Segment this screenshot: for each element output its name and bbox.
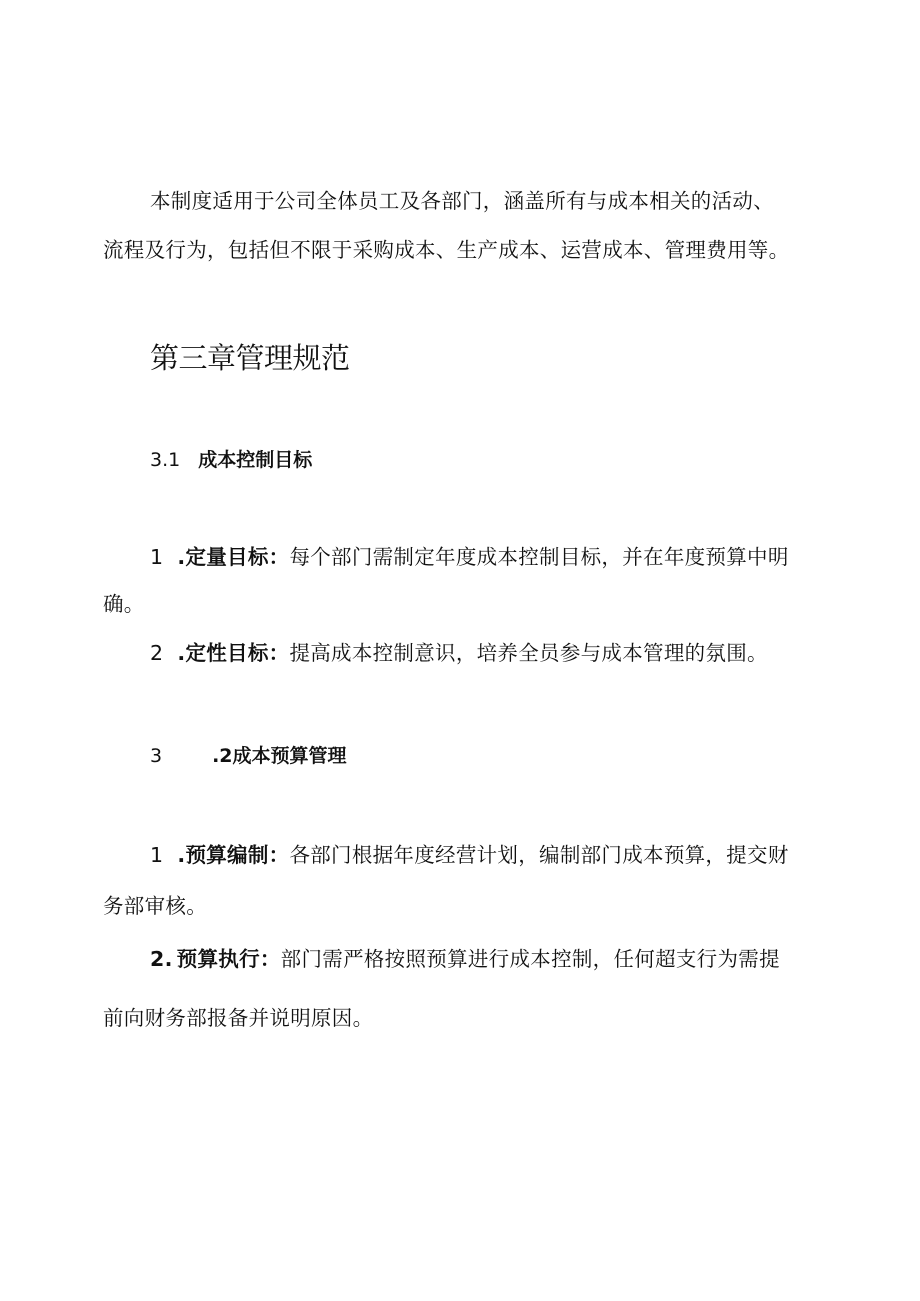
- section-title: .2成本预算管理: [212, 745, 347, 767]
- section-3-2-heading: [150, 745, 347, 767]
- item-number: 2: [150, 947, 165, 971]
- item-separator: .: [177, 545, 186, 569]
- item-text: 各部门根据年度经营计划，编制部门成本预算，提交财: [289, 843, 789, 867]
- budget-execution-item: [150, 947, 780, 971]
- budget-preparation-item: [150, 843, 789, 867]
- section-number: 3: [150, 745, 163, 767]
- section-title: 成本控制目标: [198, 449, 313, 471]
- item-text: 每个部门需制定年度成本控制目标，并在年度预算中明: [289, 545, 789, 569]
- item-number: 2: [150, 641, 164, 665]
- item-label: 定量目标：: [185, 545, 290, 569]
- scope-paragraph-line-2: 流程及行为，包括但不限于采购成本、生产成本、运营成本、管理费用等。: [103, 238, 790, 262]
- qualitative-goal-item: [150, 641, 768, 665]
- item-separator: .: [177, 641, 186, 665]
- chapter-title: 第三章管理规范: [150, 341, 350, 375]
- item-text: 部门需严格按照预算进行成本控制，任何超支行为需提: [280, 947, 780, 971]
- item-text: 提高成本控制意识，培养全员参与成本管理的氛围。: [289, 641, 768, 665]
- section-3-1-heading: [150, 449, 312, 471]
- scope-paragraph-line-1: 本制度适用于公司全体员工及各部门，涵盖所有与成本相关的活动、: [150, 189, 774, 213]
- budget-execution-item-continued: 前向财务部报备并说明原因。: [103, 1006, 374, 1030]
- item-number: 1: [150, 843, 164, 867]
- item-label: 预算编制：: [185, 843, 290, 867]
- section-number: 3.1: [150, 449, 181, 471]
- item-label: 定性目标：: [185, 641, 290, 665]
- quantitative-goal-item-continued: 确。: [103, 592, 145, 616]
- item-separator: .: [164, 947, 173, 971]
- item-label: 预算执行：: [176, 947, 281, 971]
- item-number: 1: [150, 545, 164, 569]
- item-separator: .: [177, 843, 186, 867]
- budget-preparation-item-continued: 务部审核。: [103, 894, 207, 918]
- quantitative-goal-item: [150, 545, 789, 569]
